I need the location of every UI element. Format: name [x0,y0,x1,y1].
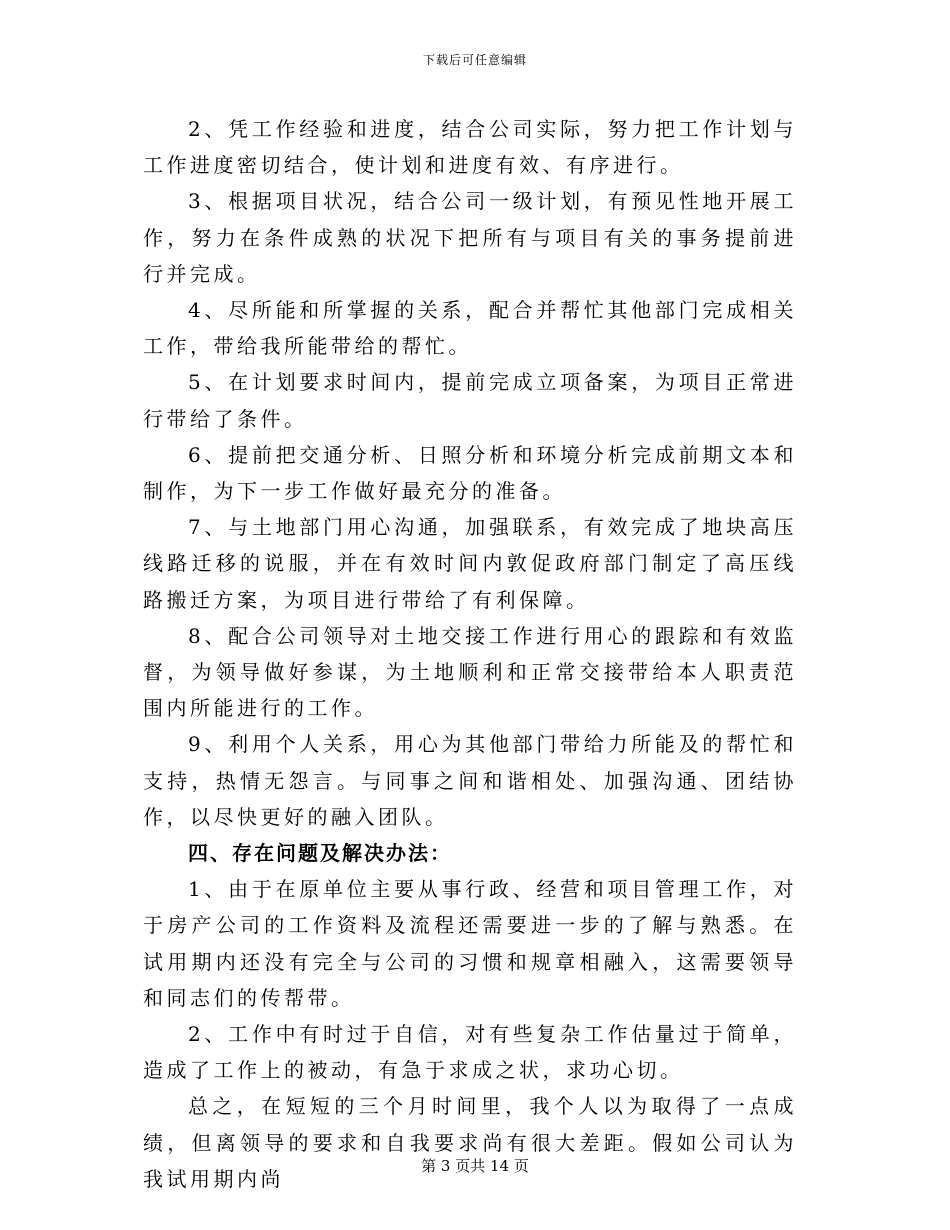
page-number-footer: 第 3 页共 14 页 [421,1157,529,1175]
paragraph-item-7: 7、与土地部门用心沟通，加强联系，有效完成了地块高压线路迁移的说服，并在有效时间内敦促政府部门制定了高压线路搬迁方案，为项目进行带给了有利保障。 [143,515,797,612]
paragraph-item-8: 8、配合公司领导对土地交接工作进行用心的跟踪和有效监督，为领导做好参谋，为土地顺利和正常交接带给本人职责范围内所能进行的工作。 [143,623,797,721]
problem-item-1: 1、由于在原单位主要从事行政、经营和项目管理工作，对于房产公司的工作资料及流程还需要进一步的了解与熟悉。在试用期内还没有完全与公司的习惯和规章相融入，这需要领导和同志们的传帮带。 [143,877,797,1010]
paragraph-item-5: 5、在计划要求时间内，提前完成立项备案，为项目正常进行带给了条件。 [143,370,797,431]
paragraph-item-4: 4、尽所能和所掌握的关系，配合并帮忙其他部门完成相关工作，带给我所能带给的帮忙。 [143,298,797,359]
paragraph-item-2: 2、凭工作经验和进度，结合公司实际，努力把工作计划与工作进度密切结合，使计划和进度有效、有序进行。 [143,117,797,178]
paragraph-item-3: 3、根据项目状况，结合公司一级计划，有预见性地开展工作，努力在条件成熟的状况下把所有与项目有关的事务提前进行并完成。 [143,189,797,286]
section-heading-problems: 四、存在问题及解决办法： [188,841,452,866]
page-header: 下载后可任意编辑 [422,53,527,67]
problem-item-2: 2、工作中有时过于自信，对有些复杂工作估量过于简单，造成了工作上的被动，有急于求成之状，求功心切。 [143,1022,797,1083]
document-body [143,111,797,1197]
paragraph-item-6: 6、提前把交通分析、日照分析和环境分析完成前期文本和制作，为下一步工作做好最充分的准备。 [143,442,797,504]
summary-paragraph: 总之，在短短的三个月时间里，我个人以为取得了一点成绩，但离领导的要求和自我要求尚有很大差距。假如公司认为我试用期内尚 [143,1094,797,1191]
paragraph-item-9: 9、利用个人关系，用心为其他部门带给力所能及的帮忙和支持，热情无怨言。与同事之间和谐相处、加强沟通、团结协作，以尽快更好的融入团队。 [143,732,797,829]
